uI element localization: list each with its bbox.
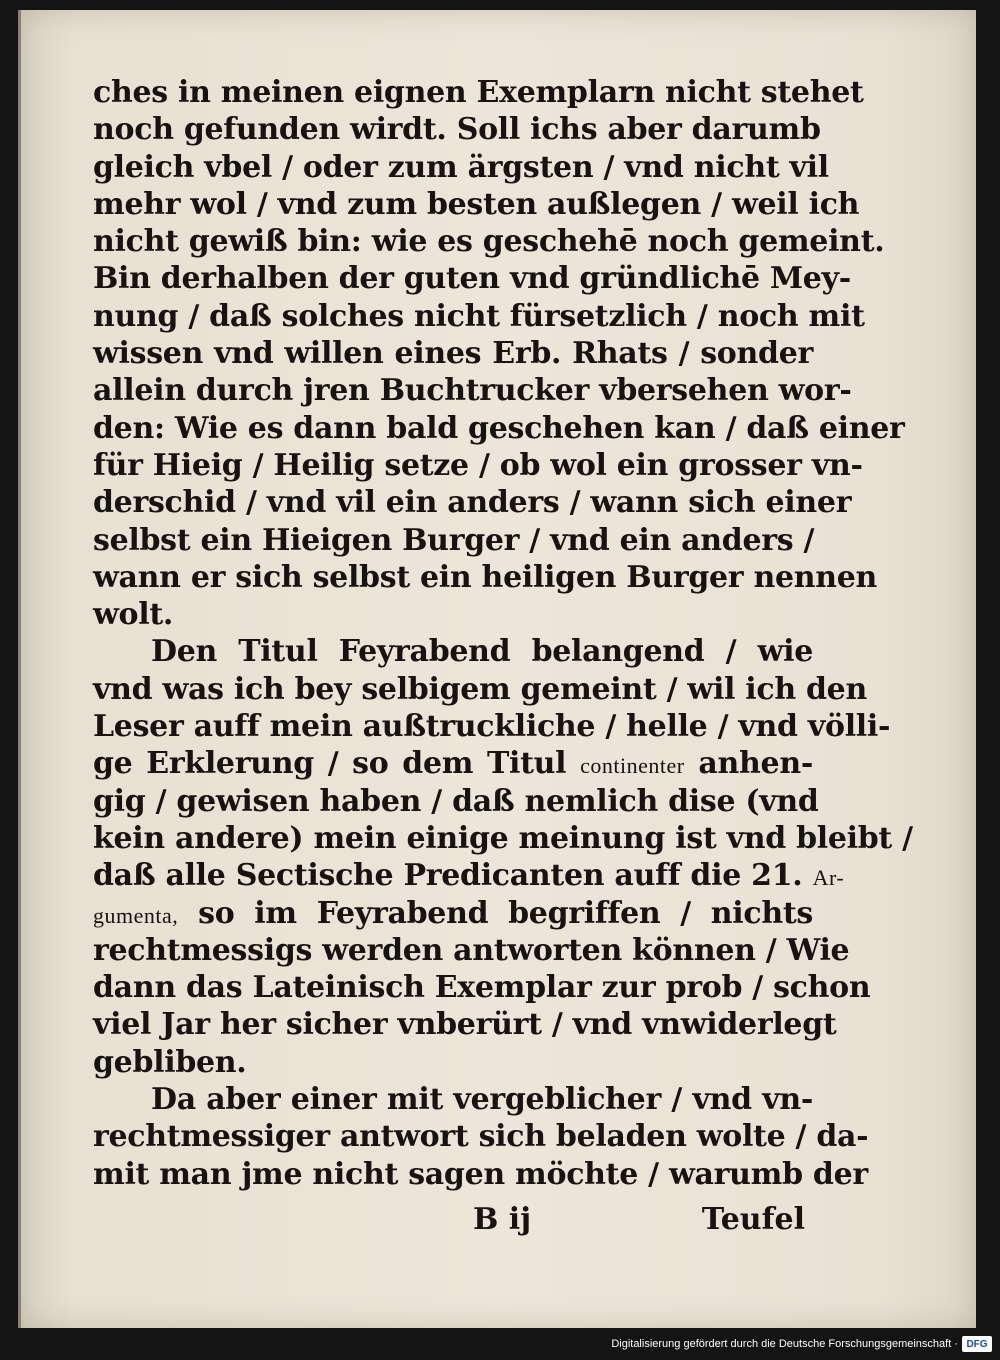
latin-word: gumenta, <box>93 902 179 928</box>
text-line: Da aber einer mit vergeblicher / vnd vn- <box>151 1082 813 1118</box>
signature-mark: B ij <box>473 1202 532 1237</box>
text-line-mixed <box>93 745 813 782</box>
text-line-mixed <box>93 857 845 894</box>
text-line: noch gefunden wirdt. Soll ichs aber darumb <box>93 112 821 148</box>
text-line: mit man jme nicht sagen möchte / warumb der <box>93 1156 868 1192</box>
page-text <box>93 74 913 1193</box>
text-line: Bin derhalben der guten vnd gründlichē Mey- <box>93 261 851 297</box>
text-line: wissen vnd willen eines Erb. Rhats / sonder <box>93 336 813 372</box>
text-line: wann er sich selbst ein heiligen Burger nennen <box>93 559 878 595</box>
text-line: viel Jar her sicher vnberürt / vnd vnwiderlegt <box>93 1007 837 1043</box>
text-line: ches in meinen eignen Exemplarn nicht stehet <box>93 75 864 110</box>
book-page <box>18 10 976 1328</box>
text-line: für Hieig / Heilig setze / ob wol ein grosser vn- <box>93 447 863 483</box>
latin-word: continenter <box>580 753 685 779</box>
text-line: kein andere) mein einige meinung ist vnd bleibt / <box>93 820 913 856</box>
text-line: gleich vbel / oder zum ärgsten / vnd nicht vil <box>93 149 829 185</box>
text-line: selbst ein Hieigen Burger / vnd ein anders / <box>93 522 815 558</box>
text-line: derschid / vnd vil ein anders / wann sich einer <box>93 485 852 521</box>
text-line: allein durch jren Buchtrucker vbersehen wor- <box>93 373 852 409</box>
text-line: Den Titul Feyrabend belangend / wie <box>151 634 813 670</box>
text-line: nicht gewiß bin: wie es geschehē noch gemeint. <box>93 224 885 260</box>
text-line: wolt. <box>93 597 174 633</box>
fraktur-text: ge Erklerung / so dem Titul <box>93 746 567 782</box>
text-line: nung / daß solches nicht fürsetzlich / noch mit <box>93 298 865 334</box>
fraktur-text: so im Feyrabend begriffen / nichts <box>198 895 813 931</box>
funding-credit: Digitalisierung gefördert durch die Deutsche Forschungsgemeinschaft · <box>611 1338 958 1350</box>
funding-footer <box>611 1332 992 1356</box>
text-line: vnd was ich bey selbigem gemeint / wil ich den <box>93 671 867 707</box>
text-line: rechtmessiger antwort sich beladen wolte / da- <box>93 1119 869 1155</box>
page-foot-line <box>93 1202 813 1244</box>
catchword: Teufel <box>701 1202 805 1237</box>
text-line: den: Wie es dann bald geschehen kan / daß einer <box>93 410 905 446</box>
latin-word: Ar- <box>812 865 845 891</box>
text-line: gebliben. <box>93 1044 247 1080</box>
text-line: dann das Lateinisch Exemplar zur prob / schon <box>93 970 871 1006</box>
text-line: rechtmessigs werden antworten können / Wie <box>93 932 850 968</box>
text-line: Leser auff mein außtruckliche / helle / vnd völli- <box>93 709 891 745</box>
text-line: gig / gewisen haben / daß nemlich dise (vnd <box>93 783 819 819</box>
fraktur-text: daß alle Sectische Predicanten auff die 21. <box>93 858 803 894</box>
text-line: mehr wol / vnd zum besten außlegen / weil ich <box>93 186 860 222</box>
fraktur-text: anhen- <box>698 746 813 782</box>
page-gutter-edge <box>18 10 21 1328</box>
text-line-mixed <box>93 895 813 932</box>
dfg-logo-icon: DFG <box>962 1336 992 1352</box>
